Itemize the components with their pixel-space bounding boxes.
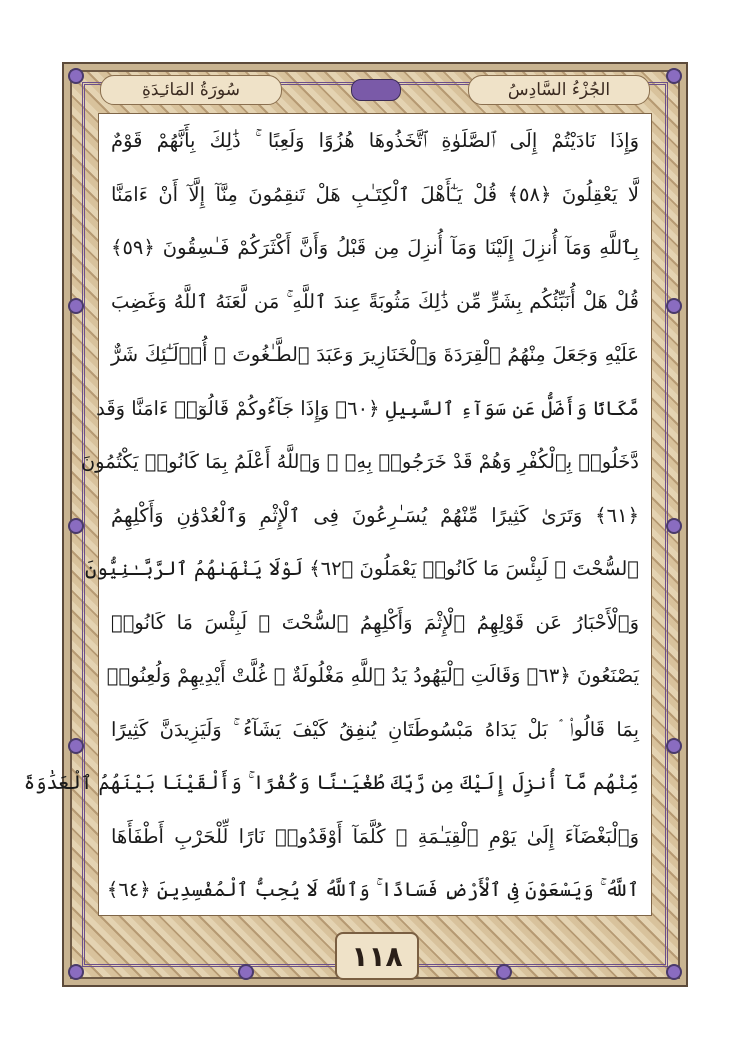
edge-ornament-icon: [240, 966, 252, 978]
verse-line: ٱللَّهُ ۚ وَيَسْعَوْنَ فِى ٱلْأَرْضِ فَسَادًا ۚ وَٱللَّهُ لَا يُحِبُّ ٱلْمُفْسِدِينَ ﴿٦٤﴾: [106, 878, 639, 901]
page-header: [92, 73, 658, 107]
edge-ornament-icon: [70, 740, 82, 752]
edge-ornament-icon: [70, 520, 82, 532]
header-ornament-icon: [351, 79, 401, 101]
verse-line: ﴿٦١﴾ وَتَرَىٰ كَثِيرًا مِّنْهُمْ يُسَـٰرِعُونَ فِى ٱلْإِثْمِ وَٱلْعُدْوَٰنِ وَأَكْلِهِمُ: [111, 503, 639, 527]
verse-line: وَٱلْبَغْضَآءَ إِلَىٰ يَوْمِ ٱلْقِيَـٰمَةِ ۚ كُلَّمَآ أَوْقَدُوا۟ نَارًا لِّلْحَرْبِ أَطْفَأَهَا: [111, 824, 639, 848]
corner-ornament-icon: [668, 70, 680, 82]
edge-ornament-icon: [668, 520, 680, 532]
verse-line: بِمَا قَالُوا۟ ۘ بَلْ يَدَاهُ مَبْسُوطَتَانِ يُنفِقُ كَيْفَ يَشَآءُ ۚ وَلَيَزِيدَنَّ كَثِيرًا: [111, 717, 639, 741]
corner-ornament-icon: [70, 70, 82, 82]
verse-line: مَّكَانًا وَأَضَلُّ عَن سَوَآءِ ٱلسَّبِيلِ ﴿٦٠﴾ وَإِذَا جَآءُوكُمْ قَالُوٓا۟ ءَامَنَّا وَقَد: [96, 396, 639, 420]
verse-line: يَصْنَعُونَ ﴿٦٣﴾ وَقَالَتِ ٱلْيَهُودُ يَدُ ٱللَّهِ مَغْلُولَةٌ ۚ غُلَّتْ أَيْدِيهِمْ وَلُعِنُوا۟: [106, 664, 639, 687]
page-number: ١١٨: [335, 932, 419, 980]
quran-text-area: [23, 113, 652, 916]
verse-line: لَّا يَعْقِلُونَ ﴿٥٨﴾ قُلْ يَـٰٓأَهْلَ ٱلْكِتَـٰبِ هَلْ تَنقِمُونَ مِنَّآ إِلَّآ أَنْ ءَامَنَّا: [111, 182, 639, 206]
corner-ornament-icon: [668, 966, 680, 978]
verse-line: دَّخَلُوا۟ بِٱلْكُفْرِ وَهُمْ قَدْ خَرَجُوا۟ بِهِۦ ۚ وَٱللَّهُ أَعْلَمُ بِمَا كَانُوا۟ يَكْتُمُونَ: [80, 450, 639, 473]
juz-label: الجُزْءُ السَّادِسُ: [468, 75, 650, 105]
verse-line: وَٱلْأَحْبَارُ عَن قَوْلِهِمُ ٱلْإِثْمَ وَأَكْلِهِمُ ٱلسُّحْتَ ۚ لَبِئْسَ مَا كَانُوا۟: [111, 610, 639, 634]
surah-name-label: سُورَةُ المَائـِدَةِ: [100, 75, 282, 105]
verse-line: عَلَيْهِ وَجَعَلَ مِنْهُمُ ٱلْقِرَدَةَ وَٱلْخَنَازِيرَ وَعَبَدَ ٱلطَّـٰغُوتَ ۚ أُو۟لَـٰٓئِكَ شَرٌّ: [111, 343, 639, 366]
edge-ornament-icon: [668, 300, 680, 312]
verse-line: قُلْ هَلْ أُنَبِّئُكُم بِشَرٍّ مِّن ذَٰلِكَ مَثُوبَةً عِندَ ٱللَّهِ ۚ مَن لَّعَنَهُ ٱللَّهُ وَغَضِبَ: [111, 289, 639, 313]
edge-ornament-icon: [668, 740, 680, 752]
verse-line: مِّنْهُم مَّآ أُنزِلَ إِلَيْكَ مِن رَّبِّكَ طُغْيَـٰنًا وَكُفْرًا ۚ وَأَلْقَيْنَا بَيْنَهُمُ ٱلْعَدَٰوَةَ: [23, 771, 639, 794]
edge-ornament-icon: [498, 966, 510, 978]
verse-line: وَإِذَا نَادَيْتُمْ إِلَى ٱلصَّلَوٰةِ ٱتَّخَذُوهَا هُزُوًا وَلَعِبًا ۚ ذَٰلِكَ بِأَنَّهُمْ قَوْمٌ: [111, 129, 639, 152]
corner-ornament-icon: [70, 966, 82, 978]
verse-line: بِٱللَّهِ وَمَآ أُنزِلَ إِلَيْنَا وَمَآ أُنزِلَ مِن قَبْلُ وَأَنَّ أَكْثَرَكُمْ فَـٰسِقُونَ ﴿٥٩﴾: [111, 236, 639, 259]
edge-ornament-icon: [70, 300, 82, 312]
verse-line: ٱلسُّحْتَ ۚ لَبِئْسَ مَا كَانُوا۟ يَعْمَلُونَ ﴿٦٢﴾ لَوْلَا يَنْهَىٰهُمُ ٱلرَّبَّـٰنِيُّونَ: [84, 557, 639, 580]
